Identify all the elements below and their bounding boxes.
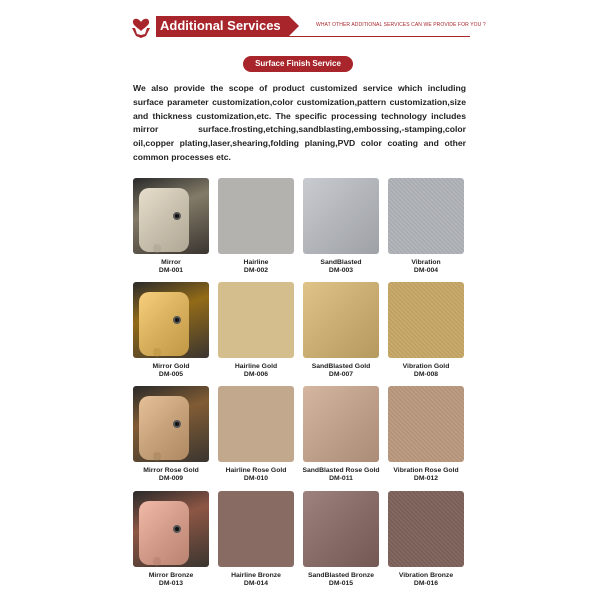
- finish-swatch: [303, 491, 379, 567]
- finish-caption: [131, 363, 211, 379]
- finish-swatch: [388, 491, 464, 567]
- finish-name: Hairline: [243, 259, 269, 266]
- finish-code: DM-009: [158, 475, 184, 482]
- finish-name: Mirror Bronze: [148, 572, 194, 579]
- finish-code: DM-004: [413, 267, 439, 274]
- finish-caption: [216, 363, 296, 379]
- section-label: Surface Finish Service: [243, 56, 353, 72]
- finish-name: SandBlasted Gold: [311, 363, 371, 370]
- finish-caption: [386, 572, 466, 588]
- finish-caption: [216, 467, 296, 483]
- finish-caption: [301, 467, 381, 483]
- apple-logo-icon: [153, 452, 161, 461]
- finish-code: DM-006: [243, 371, 269, 378]
- page-subtitle: WHAT OTHER ADDITIONAL SERVICES CAN WE PROVIDE FOR YOU ?: [316, 22, 486, 28]
- finish-swatch: [218, 282, 294, 358]
- finish-code: DM-007: [328, 371, 354, 378]
- finish-code: DM-016: [413, 580, 439, 587]
- finish-name: Hairline Rose Gold: [225, 467, 287, 474]
- finish-code: DM-005: [158, 371, 184, 378]
- finish-caption: [216, 572, 296, 588]
- finish-name: Vibration Rose Gold: [393, 467, 459, 474]
- finish-caption: [386, 259, 466, 275]
- finish-swatch: [218, 386, 294, 462]
- phone-case-image: [139, 396, 189, 460]
- finish-caption: [386, 467, 466, 483]
- header: [130, 14, 486, 40]
- finish-swatch: [388, 282, 464, 358]
- finish-code: DM-003: [328, 267, 354, 274]
- phone-case-image: [139, 501, 189, 565]
- finish-code: DM-012: [413, 475, 439, 482]
- finish-code: DM-008: [413, 371, 439, 378]
- apple-logo-icon: [153, 557, 161, 566]
- title-bar: [156, 16, 486, 37]
- finish-swatch: [218, 491, 294, 567]
- finish-name: SandBlasted Rose Gold: [302, 467, 380, 474]
- finish-caption: [131, 467, 211, 483]
- finish-swatch: [133, 282, 209, 358]
- finish-swatch: [303, 386, 379, 462]
- finish-name: Mirror: [161, 259, 181, 266]
- finish-name: Vibration Bronze: [398, 572, 454, 579]
- finish-name: Mirror Gold: [152, 363, 190, 370]
- camera-icon: [173, 212, 181, 220]
- finish-code: DM-002: [243, 267, 269, 274]
- finish-caption: [216, 259, 296, 275]
- finish-code: DM-010: [243, 475, 269, 482]
- finish-name: Mirror Rose Gold: [143, 467, 199, 474]
- camera-icon: [173, 316, 181, 324]
- finish-caption: [301, 363, 381, 379]
- finish-swatch: [133, 178, 209, 254]
- finish-name: SandBlasted Bronze: [307, 572, 375, 579]
- camera-icon: [173, 525, 181, 533]
- camera-icon: [173, 420, 181, 428]
- page-title: Additional Services: [156, 16, 289, 36]
- finish-name: Vibration Gold: [402, 363, 450, 370]
- finish-code: DM-013: [158, 580, 184, 587]
- finish-swatch: [133, 386, 209, 462]
- finish-swatch: [218, 178, 294, 254]
- finish-caption: [131, 259, 211, 275]
- finish-swatch: [303, 178, 379, 254]
- finish-swatch: [133, 491, 209, 567]
- description-text: We also provide the scope of product customized service which including surface parameter customization,color customization,pattern customization,size and thickness customization,etc. The specific processing technology includes mirror surface.frosting,etching,sandblasting,embossing,-stamping,color oil,copper plating,laser,shearing,folding planing,PVD color coating and other common processes etc.: [133, 83, 466, 162]
- finish-caption: [131, 572, 211, 588]
- finish-name: Hairline Bronze: [231, 572, 281, 579]
- finish-swatch: [388, 386, 464, 462]
- finish-name: Hairline Gold: [234, 363, 278, 370]
- apple-logo-icon: [153, 244, 161, 253]
- finish-code: DM-011: [329, 475, 353, 482]
- finish-swatch: [303, 282, 379, 358]
- finish-caption: [301, 259, 381, 275]
- finish-swatch: [388, 178, 464, 254]
- finish-name: SandBlasted: [320, 259, 362, 266]
- finish-caption: [386, 363, 466, 379]
- finish-code: DM-015: [328, 580, 354, 587]
- finish-code: DM-014: [243, 580, 269, 587]
- finish-caption: [301, 572, 381, 588]
- finish-name: Vibration: [411, 259, 441, 266]
- phone-case-image: [139, 292, 189, 356]
- finish-code: DM-001: [158, 267, 184, 274]
- apple-logo-icon: [153, 348, 161, 357]
- heart-hands-icon: [130, 14, 152, 40]
- phone-case-image: [139, 188, 189, 252]
